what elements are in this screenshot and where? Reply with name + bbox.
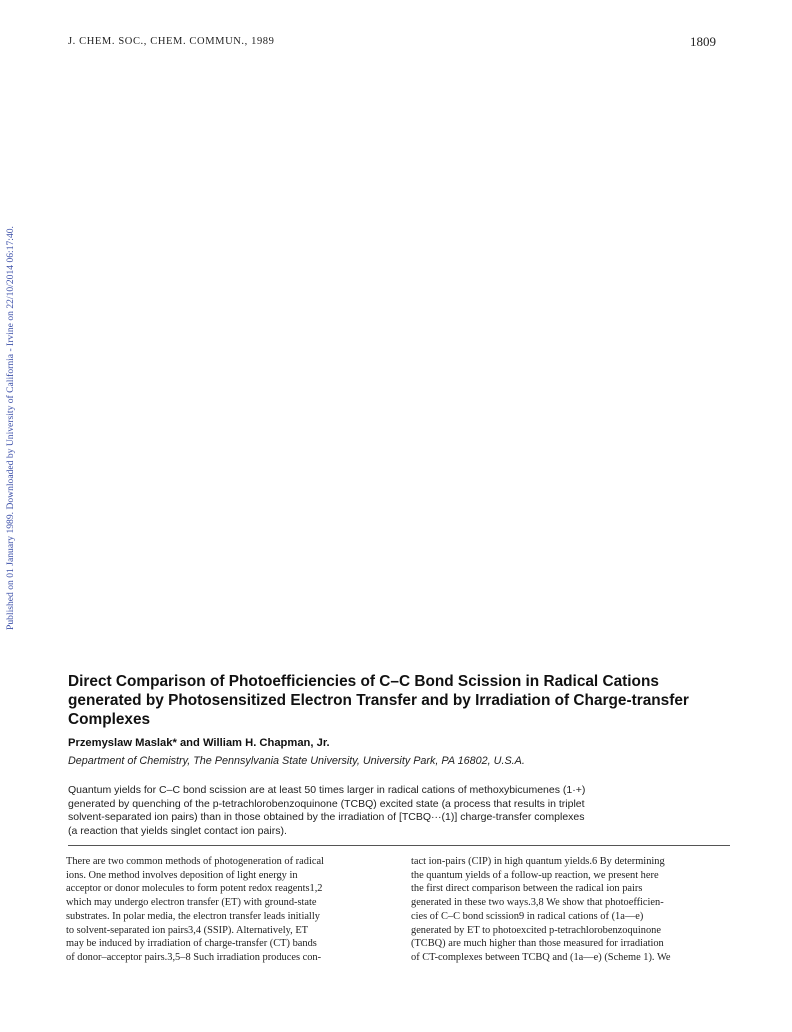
body-line: (TCBQ) are much higher than those measured for irradiation [411, 938, 664, 950]
abstract-divider [68, 845, 730, 846]
body-line: the first direct comparison between the radical ion pairs [411, 883, 643, 895]
body-line: which may undergo electron transfer (ET) with ground-state [66, 897, 317, 909]
page-number: 1809 [690, 34, 716, 49]
article-title [68, 672, 748, 729]
body-line: substrates. In polar media, the electron transfer leads initially [66, 910, 320, 922]
abstract-line: (a reaction that yields singlet contact ion pairs). [68, 824, 287, 837]
body-line: of CT-complexes between TCBQ and (1a—e) (Scheme 1). We [411, 951, 671, 963]
body-column-right [411, 855, 729, 965]
body-line: tact ion-pairs (CIP) in high quantum yields.6 By determining [411, 856, 665, 867]
body-line: ions. One method involves deposition of light energy in [66, 869, 298, 881]
body-line: generated by ET to photoexcited p-tetrachlorobenzoquinone [411, 924, 661, 936]
download-notice: Published on 01 January 1989. Downloaded by University of California - Irvine on 22/10/2014 06:17:40. [5, 226, 16, 630]
body-column-left [66, 855, 384, 965]
title-line: Direct Comparison of Photoefficiencies of C–C Bond Scission in Radical Cations [68, 673, 659, 690]
title-line: Complexes [68, 711, 151, 728]
running-head: J. CHEM. SOC., CHEM. COMMUN., 1989 [68, 36, 275, 47]
body-line: of donor–acceptor pairs.3,5–8 Such irradiation produces con- [66, 951, 322, 963]
body-line: to solvent-separated ion pairs3,4 (SSIP). Alternatively, ET [66, 924, 309, 936]
abstract-line: solvent-separated ion pairs) than in those obtained by the irradiation of [TCBQ···(1)] charge-transfer complexes [68, 811, 585, 824]
abstract-line: generated by quenching of the p-tetrachlorobenzoquinone (TCBQ) excited state (a process that results in triplet [68, 797, 585, 810]
title-line: generated by Photosensitized Electron Transfer and by Irradiation of Charge-transfer [68, 692, 689, 709]
body-line: may be induced by irradiation of charge-transfer (CT) bands [66, 938, 317, 950]
abstract-line: Quantum yields for C–C bond scission are at least 50 times larger in radical cations of methoxybicumenes (1·+) [68, 784, 586, 796]
article-authors: Przemyslaw Maslak* and William H. Chapman, Jr. [68, 737, 330, 749]
article-abstract [68, 784, 730, 838]
body-line: generated in these two ways.3,8 We show that photoefficien- [411, 897, 664, 909]
body-line: cies of C–C bond scission9 in radical cations of (1a—e) [411, 910, 644, 922]
article-affiliation: Department of Chemistry, The Pennsylvania State University, University Park, PA 16802, U.S.A. [68, 755, 525, 767]
body-line: the quantum yields of a follow-up reaction, we present here [411, 869, 659, 881]
body-line: There are two common methods of photogeneration of radical [66, 856, 324, 867]
body-line: acceptor or donor molecules to form potent redox reagents1,2 [66, 883, 323, 895]
